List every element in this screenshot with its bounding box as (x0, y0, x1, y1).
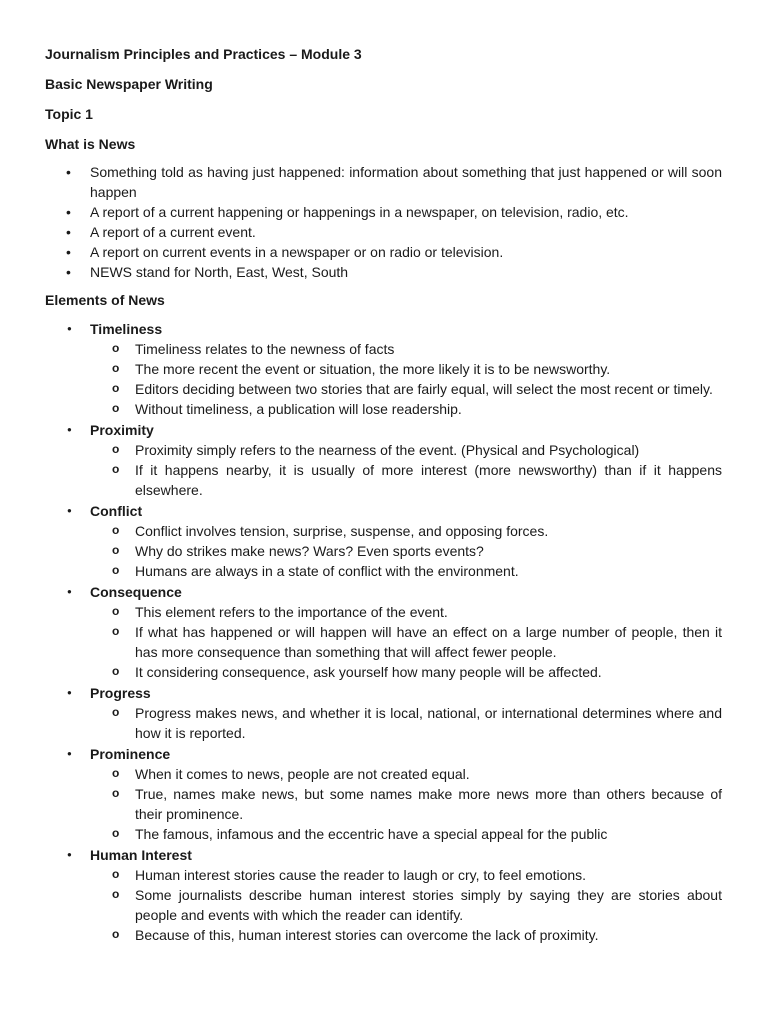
element-title: ● Prominence (90, 746, 171, 762)
list-item: • A report on current events in a newspaper or on radio or television. (45, 242, 722, 262)
list-item: o If it happens nearby, it is usually of more interest (more newsworthy) than if it happens elsewhere. (90, 460, 722, 500)
element-points (90, 703, 722, 744)
list-item: o Conflict involves tension, surprise, suspense, and opposing forces. (90, 521, 722, 541)
element-points (90, 339, 722, 420)
element-points (90, 521, 722, 582)
list-item: o Progress makes news, and whether it is local, national, or international determines where and how it is reported. (90, 703, 722, 743)
list-item: o Humans are always in a state of conflict with the environment. (90, 561, 722, 581)
list-item: o When it comes to news, people are not created equal. (90, 764, 722, 784)
list-item: o Timeliness relates to the newness of facts (90, 339, 722, 359)
list-item: o Why do strikes make news? Wars? Even sports events? (90, 541, 722, 561)
list-item: o Editors deciding between two stories that are fairly equal, will select the most recent or timely. (90, 379, 722, 399)
element-progress (45, 683, 722, 744)
list-item: o The famous, infamous and the eccentric have a special appeal for the public (90, 824, 722, 844)
element-title: ● Conflict (90, 503, 143, 519)
what-is-news-heading: What is News (45, 136, 136, 152)
element-proximity (45, 420, 722, 501)
list-item: o This element refers to the importance of the event. (90, 602, 722, 622)
element-human-interest (45, 845, 722, 946)
list-item: o Human interest stories cause the reader to laugh or cry, to feel emotions. (90, 865, 722, 885)
list-item: o The more recent the event or situation, the more likely it is to be newsworthy. (90, 359, 722, 379)
element-timeliness (45, 319, 722, 420)
element-title: ● Consequence (90, 584, 182, 600)
document-title: Journalism Principles and Practices – Module 3 (45, 46, 362, 62)
element-points (90, 764, 722, 845)
list-item: o It considering consequence, ask yourself how many people will be affected. (90, 662, 722, 682)
topic-label: Topic 1 (45, 106, 93, 122)
document-subtitle: Basic Newspaper Writing (45, 76, 213, 92)
elements-list (45, 319, 722, 946)
list-item: o Because of this, human interest stories can overcome the lack of proximity. (90, 925, 722, 945)
element-title: ● Timeliness (90, 321, 163, 337)
element-title: ● Progress (90, 685, 151, 701)
list-item: o Proximity simply refers to the nearness of the event. (Physical and Psychological) (90, 440, 722, 460)
what-is-news-list (45, 162, 722, 282)
element-title: ● Proximity (90, 422, 154, 438)
list-item: • A report of a current event. (45, 222, 722, 242)
list-item: • NEWS stand for North, East, West, South (45, 262, 722, 282)
list-item: o If what has happened or will happen will have an effect on a large number of people, then it has more consequence than something that will affect fewer people. (90, 622, 722, 662)
list-item: • Something told as having just happened: information about something that just happened or will soon happen (45, 162, 722, 202)
element-conflict (45, 501, 722, 582)
element-prominence (45, 744, 722, 845)
element-points (90, 440, 722, 501)
list-item: o Some journalists describe human interest stories simply by saying they are stories about people and events with which the reader can identify. (90, 885, 722, 925)
list-item: o Without timeliness, a publication will lose readership. (90, 399, 722, 419)
list-item: o True, names make news, but some names make more news more than others because of their prominence. (90, 784, 722, 824)
element-title: ● Human Interest (90, 847, 192, 863)
element-consequence (45, 582, 722, 683)
element-points (90, 865, 722, 946)
elements-of-news-heading: Elements of News (45, 292, 165, 308)
element-points (90, 602, 722, 683)
list-item: • A report of a current happening or happenings in a newspaper, on television, radio, etc. (45, 202, 722, 222)
